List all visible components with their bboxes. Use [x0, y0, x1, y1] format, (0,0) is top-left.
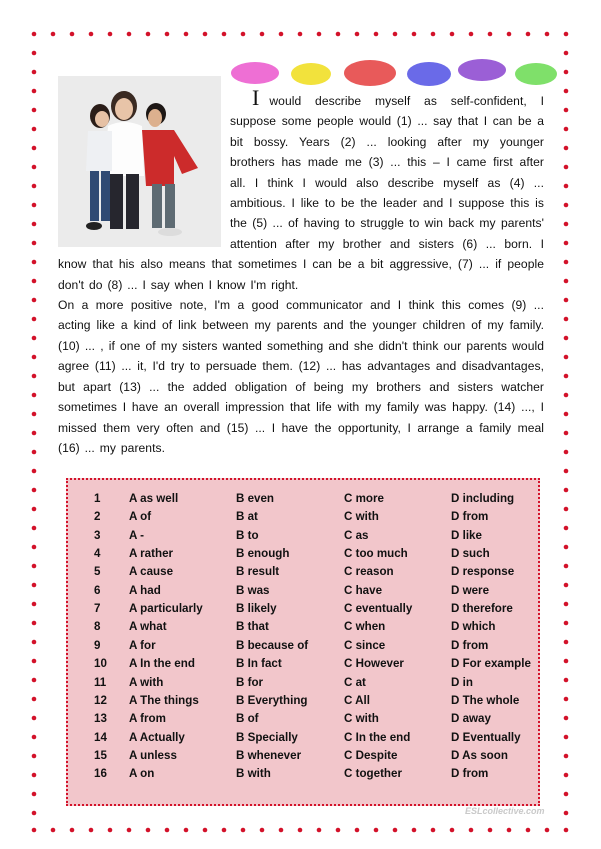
question-number: 6: [94, 583, 101, 597]
question-number: 7: [94, 602, 101, 616]
option-b: B was: [236, 583, 270, 597]
question-number: 15: [94, 748, 107, 762]
question-number: 16: [94, 767, 107, 781]
option-b: B at: [236, 510, 258, 524]
option-a: A of: [129, 510, 152, 524]
option-a: A from: [129, 712, 166, 726]
option-d: D in: [451, 675, 473, 689]
option-a: A The things: [129, 693, 199, 707]
option-a: A particularly: [129, 602, 203, 616]
option-row: [68, 508, 538, 526]
option-b: B because of: [236, 638, 309, 652]
option-b: B that: [236, 620, 269, 634]
option-b: B result: [236, 565, 280, 579]
option-b: B even: [236, 492, 275, 505]
colored-blobs-decoration: [228, 56, 560, 90]
option-d: D including: [451, 492, 515, 505]
question-number: 1: [94, 492, 101, 505]
drop-cap: I: [252, 85, 260, 110]
option-d: D response: [451, 565, 515, 579]
green-blob: [515, 63, 557, 85]
question-number: 3: [94, 528, 101, 542]
option-b: B likely: [236, 602, 277, 616]
question-number: 14: [94, 730, 107, 744]
option-b: B enough: [236, 547, 290, 561]
option-a: A on: [129, 767, 155, 781]
red-blob: [344, 60, 396, 86]
option-b: B whenever: [236, 748, 302, 762]
option-d: D like: [451, 528, 482, 542]
question-number: 4: [94, 547, 101, 561]
option-a: A Actually: [129, 730, 185, 744]
option-c: C have: [344, 583, 383, 597]
option-c: C with: [344, 712, 379, 726]
paragraph-1-text: would describe myself as self-confident, I suppose some people would (1) ... say that I can be a bit bossy. Years (2) ... looking after my younger brothers has made me (3) ... this – I came first after all. I think I would also describe myself as (4) ... ambitious. I like to be the leader and I suppose this is the (5) ... of having to struggle to win back my parents' attention after my brother and sisters (6) ... born. I know that his also means that sometimes I can be a bit aggressive, (7) ... if people don't do (8) ... I say when I know I'm right.: [58, 94, 544, 292]
option-c: C In the end: [344, 730, 411, 744]
option-d: D such: [451, 547, 490, 561]
option-a: A as well: [129, 492, 179, 505]
option-row: [68, 637, 538, 655]
answer-options-box: [66, 478, 540, 806]
question-number: 2: [94, 510, 101, 524]
option-row: [68, 582, 538, 600]
option-d: D As soon: [451, 748, 508, 762]
question-number: 8: [94, 620, 101, 634]
option-b: B of: [236, 712, 259, 726]
option-a: A with: [129, 675, 164, 689]
option-b: B with: [236, 767, 271, 781]
option-d: D away: [451, 712, 491, 726]
option-a: A unless: [129, 748, 177, 762]
option-d: D therefore: [451, 602, 513, 616]
option-row: [68, 692, 538, 710]
option-row: [68, 490, 538, 508]
option-d: D from: [451, 638, 489, 652]
option-c: C at: [344, 675, 366, 689]
option-a: A for: [129, 638, 156, 652]
option-row: [68, 600, 538, 618]
option-a: A cause: [129, 565, 174, 579]
question-number: 11: [94, 675, 107, 689]
option-c: C too much: [344, 547, 408, 561]
option-b: B Everything: [236, 693, 308, 707]
option-c: C However: [344, 657, 404, 671]
option-c: C more: [344, 492, 384, 505]
option-row: [68, 729, 538, 747]
option-d: D For example: [451, 657, 531, 671]
option-row: [68, 655, 538, 673]
option-c: C All: [344, 693, 370, 707]
option-d: D The whole: [451, 693, 520, 707]
option-d: D Eventually: [451, 730, 521, 744]
option-b: B for: [236, 675, 264, 689]
option-row: [68, 710, 538, 728]
option-d: D were: [451, 583, 490, 597]
option-b: B In fact: [236, 657, 282, 671]
option-c: C when: [344, 620, 386, 634]
question-number: 12: [94, 693, 107, 707]
option-row: [68, 563, 538, 581]
option-row: [68, 747, 538, 765]
paragraph-2: On a more positive note, I'm a good communicator and I think this comes (9) ... acting like a kind of link between my parents and the younger children of my family. (10) ... , if one of my sisters wanted something and she didn't think our parents would agree (11) ... it, I'd try to persuade them. (12) ... has advantages and disadvantages, but apart (13) ... the added obligation of being my brothers and sisters watcher sometimes I have an overall impression that life with my family was happy. (14) ..., I missed them very often and (15) ... I have the opportunity, I arrange a family meal (16) ... my parents.: [58, 298, 544, 455]
option-row: [68, 618, 538, 636]
question-number: 10: [94, 657, 107, 671]
option-a: A had: [129, 583, 161, 597]
option-row: [68, 545, 538, 563]
option-d: D from: [451, 510, 489, 524]
option-c: C eventually: [344, 602, 413, 616]
purple-blob: [458, 59, 506, 81]
option-row: [68, 765, 538, 783]
option-row: [68, 674, 538, 692]
question-number: 9: [94, 638, 101, 652]
option-c: C with: [344, 510, 379, 524]
option-a: A In the end: [129, 657, 195, 671]
option-row: [68, 527, 538, 545]
question-number: 5: [94, 565, 101, 579]
option-c: C reason: [344, 565, 394, 579]
yellow-blob: [291, 63, 331, 85]
option-c: C together: [344, 767, 402, 781]
option-a: A rather: [129, 547, 174, 561]
option-c: C Despite: [344, 748, 398, 762]
option-d: D which: [451, 620, 496, 634]
option-b: B to: [236, 528, 259, 542]
option-c: C as: [344, 528, 369, 542]
option-b: B Specially: [236, 730, 298, 744]
watermark: ESLcollective.com: [465, 806, 545, 816]
option-d: D from: [451, 767, 489, 781]
option-a: A what: [129, 620, 167, 634]
blue-blob: [407, 62, 451, 86]
question-number: 13: [94, 712, 107, 726]
reading-text: [58, 85, 544, 458]
option-c: C since: [344, 638, 386, 652]
pink-blob: [231, 62, 279, 84]
option-a: A -: [129, 528, 145, 542]
